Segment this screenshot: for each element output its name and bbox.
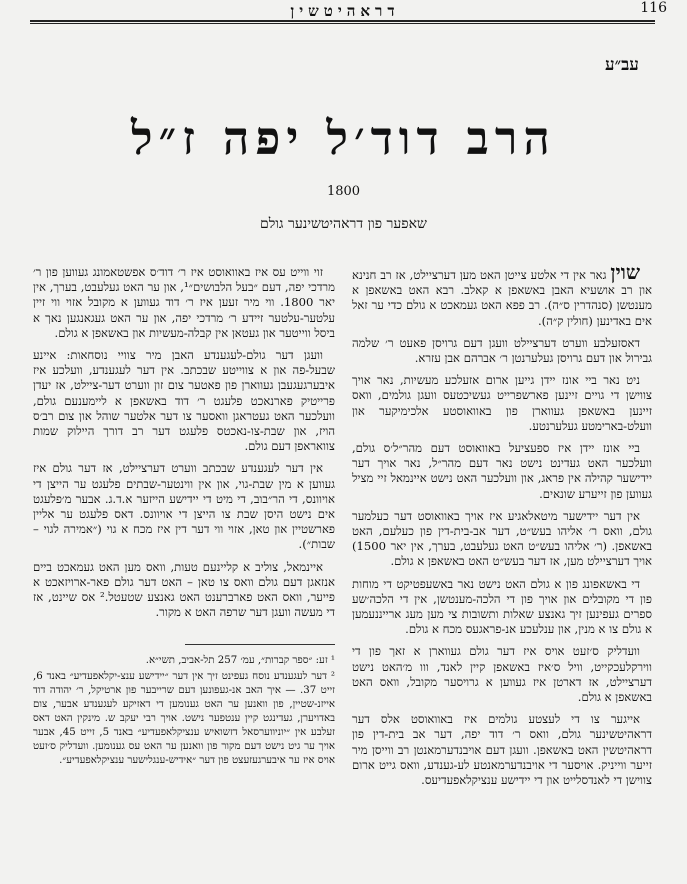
footnote: ² דער לעגענדע נוסח געפינט זיך אין דער ״יידישע ענצ-יקלאפעדיע״ באנד 6, זייט 37. — איך האב אנ-געפונען דעם שרייבער פון ארטיקל, ר׳ יהודה דוד אייזנ-שטיין, פון וואנען ער האט גענומען די דאזיקע לעגענדע אבער, צום באדויערן, געדינגט קיין ענטפער נישט. אויך רבי יעקב ש. מינקין האט דאס זעלבע אין ״יוניווערסאל דזשואיש ענציקלאפעדיע״ באנד 5, זייט 45, אבער אויך ער גיט נישט דעם מקור פון וואנען ער האט עס גענומען. וועדליק ס׳זעט אויס איז ער איבערגעזעצט פון דער ״אידיש-ענגלישער ענציקלאפעדיע״. [33, 671, 335, 766]
paragraph: ביי אונז יידן איז ספעציעל באוואוסט דעם מהר״ל׳ס גולם, וועלכער האט געדינט נישט נאר דעם מהר״ל, נאר אויך דער יידישער קהילה אין פראג, און וועלכער האט נישט איינמאל זיי מציל געווען פון זייערע שונאים. [352, 441, 652, 501]
article-year: 1800 [326, 184, 361, 199]
page-number: 116 [640, 0, 667, 16]
paragraph: אייגער צו די לעצטע גולמים איז באוואוסט אלס דער דראהיטשינער גולם, וואס ר׳ דוד יפה, דער אב בית-דין פון דראהיטשין האט באשאפן. וועגן דעם אויבנדערמאנטן רב ווייסן מיר זייער ווייניק. אויסער די אויבנדערמאנטע לע-גענדע, וואס גייט ארום צווישן די לאנדסלייט און די יידישע ענציקלאפעדיעס. [352, 712, 652, 788]
paragraph: דאסזעלבע ווערט דערציילט וועגן דעם גרויסן פאעט ר׳ שלמה גבירול און דעם גרויסן געלערנטן ר׳ אברהם אבן עזרא. [352, 335, 652, 366]
footnotes [33, 654, 335, 770]
footnote-rule [185, 644, 335, 645]
paragraph: ניט נאר ביי אונז יידן גייען ארום אזעלכע מעשיות, נאר אויך צווישן די גויים זיינען פארשפרייט געשיכטעס וועגן גולמים, וואס זיינען באשאפן געווארן פון באוואוסטע אלכימיקער און וועלט-בארימטע געלערנטע. [352, 373, 652, 433]
article-title: הרב דוד׳ל יפה ז״ל [131, 111, 556, 165]
running-title: דראהיטשין [290, 2, 400, 20]
initial-word: שוין [610, 260, 640, 284]
paragraph: וועדליק ס׳זעט אויס איז דער גולם געווארן א זאך פון די ווירקלעכקייט, וויל ס׳איז באשאפן קיין לאנד, ווו מ׳האט נישט דערציילט, אז דארטן איז געווען א גרויסער מקובל, וואס האט באשאפן א גולם. [352, 644, 652, 705]
paragraph: די באשאפונג פון א גולם האט נישט נאר באשעפטיקט די מוחות פון די מקובלים און אויך פון די הלכה-מענטשן, אין די הלכה׳שע ספרים געפינען זיך גאנצע שאלות ותשובות צי מען מעג ארייננעמען א גולם צו א מנין, און ענלעכע אנ-פראגעס מכח א גולם. [352, 576, 652, 637]
paragraph: שוין גאר אין די אלטע צייטן האט מען דערציילט, אז רב חנינא און רב אושעיא האבן באשאפן א קאלב. רבא האט באשאפן א מענטשן (סנהדרין ס״ה). רב פפא האט געמאכט א גולם כדי ער זאל אים באדינען (חולין ק״ה). [352, 260, 652, 328]
paragraph: זוי ווייט עס איז באוואוסט איז ר׳ דוד׳ס אפשטאמונג געווען פון ר׳ מרדכי יפה, דעם ״בעל הלבושים״¹, און ער האט געלעבט, בערך, אין יאר 1800. ווי מיר זעען איז ר׳ דוד געווען א מקובל אזוי ווי זיין עלטער-עלטער זיידע ר׳ מרדכי יפה, און ער האט געגאנגען נאך א ביסל ווייטער און געטאן אין קבלה-מעשיות און באשאפן א גולם. [33, 265, 335, 340]
section-label: עב״ע [605, 55, 639, 75]
paragraph: אין דער יידישער מיטאלאגיע איז אויך באוואוסט דער כעלמער גולם, וואס ר׳ אליהו בעש״ט, דער אב-בית-דין פון כעלעם, האט באשאפן. (ר׳ אליהו בעש״ט האט געלעבט, בערך, אין יאר 1500) אויך דערציילט מען, אז דער בעש״ט האט באשאפן א גולם. [352, 508, 652, 569]
paragraph: איינמאל, צוליב א קליינעם טעות, וואס מען האט געמאכט ביים אנזאגן דעם גולם וואס צו טאן – האט דער גולם פאר-ארויזאכט א פייער, וואס האט פארברענט האט גאנצע שטעטל.² אס שיינט, אז די מעשה וועגן דער שרפה האט א מקור. [33, 559, 336, 620]
paragraph: אין דער לעגענדע שבכתב ווערט דערציילט, אז דער גולם איז געווען א מין שבת-גוי, און אין ווינטער-שבתים פלעגט ער הייצן די אויוונס, די הר״בוב, די מיט די יידישע הייזער א.ד.ג. אבער מ׳פלעגט אים נישט היסן שבת צו הייצן די אויוונס. דאס פלעגט ער אליין פארשטיין און טאן, אזוי ווי דער דין איז מכח א גוי (״אמירה לגוי – שבות״). [33, 461, 335, 552]
footnote: ¹ זע: ״ספר קברות״, עמ׳ 257 תל-אביב, תשי״א. [145, 655, 335, 666]
paragraph: וועגן דער גולם-לעגענדע האבן מיר צוויי נוסחאות: איינע שבעל-פה און א צווייטע שבכתב. אין דער לעגענדע, וועלכע איז איבערגעגעבן געווארן פון פאטער צום זון ווערט דער-ציילט, אז יעדן פרייטיק פארנאכט פלעגט ר׳ דוד באשאפן א ליימענעם גולם, וועלכער האט געטראגן וואסער צו דער אלטער שוהל און צום רב׳ס הויז, און שבת-צו-נאכטס פלעגט דער רב דורך היילוק שמות צוואראפן דעם גולם. [33, 348, 335, 454]
header-rule-thin [30, 23, 655, 24]
article-author: שאפער פון דראהיטשינער גולם [260, 216, 427, 232]
right-column [352, 260, 652, 795]
left-column [33, 265, 335, 627]
